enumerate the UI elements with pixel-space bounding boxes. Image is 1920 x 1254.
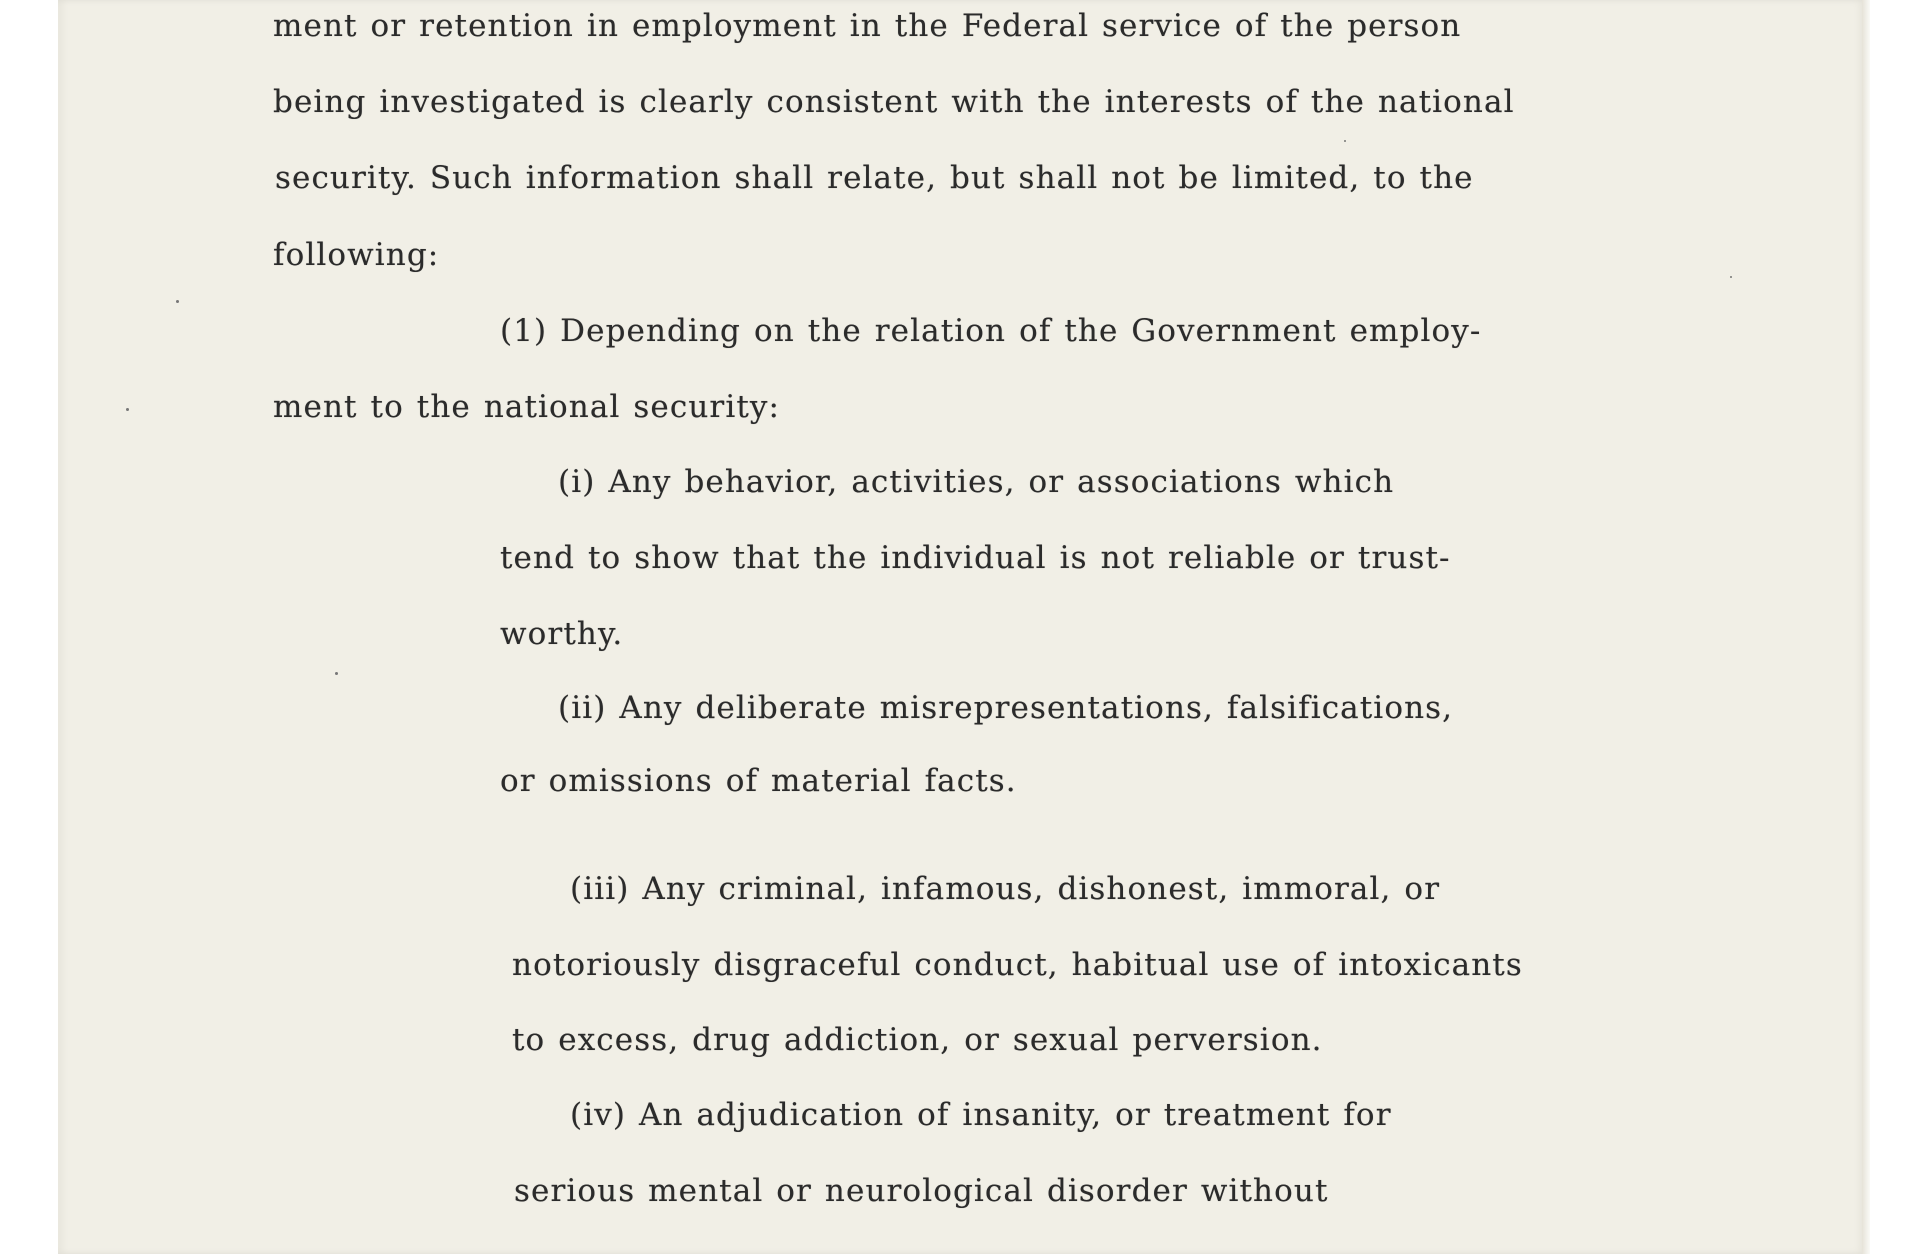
text-line: security. Such information shall relate, but shall not be limited, to the	[275, 160, 1474, 196]
text-line: (iv) An adjudication of insanity, or treatment for	[570, 1097, 1392, 1133]
paper-speck	[1730, 276, 1732, 278]
text-line: (1) Depending on the relation of the Government employ-	[500, 313, 1482, 349]
text-line: serious mental or neurological disorder without	[514, 1173, 1329, 1209]
text-line: tend to show that the individual is not reliable or trust-	[500, 540, 1451, 576]
text-line: or omissions of material facts.	[500, 763, 1017, 799]
text-line: (iii) Any criminal, infamous, dishonest, immoral, or	[570, 871, 1441, 907]
text-line: ment or retention in employment in the Federal service of the person	[273, 8, 1462, 44]
text-line: (i) Any behavior, activities, or associations which	[558, 464, 1395, 500]
text-line: (ii) Any deliberate misrepresentations, falsifications,	[558, 690, 1454, 726]
paper-speck	[176, 300, 179, 303]
page-edge	[1862, 0, 1870, 1254]
paper-speck	[126, 408, 129, 411]
paper-speck	[1344, 140, 1346, 142]
paper-speck	[335, 672, 338, 675]
text-line: to excess, drug addiction, or sexual perversion.	[512, 1022, 1323, 1058]
text-line: notoriously disgraceful conduct, habitual use of intoxicants	[512, 947, 1523, 983]
text-line: worthy.	[500, 616, 624, 652]
text-line: ment to the national security:	[273, 389, 781, 425]
text-line: being investigated is clearly consistent with the interests of the national	[273, 84, 1515, 120]
text-line: following:	[273, 237, 440, 273]
